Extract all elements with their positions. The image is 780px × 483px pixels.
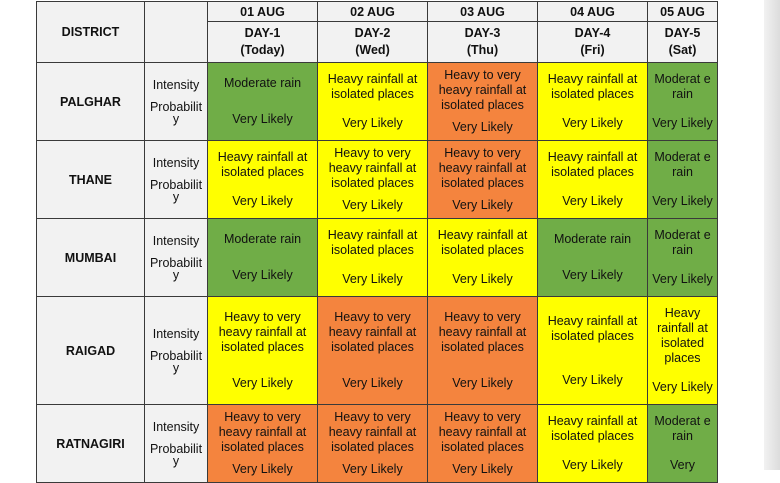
rain-probability: Very Likely xyxy=(652,116,713,130)
district-row xyxy=(37,63,718,141)
rain-intensity: Moderate rain xyxy=(223,75,302,90)
date-header: 05 AUG xyxy=(648,2,718,22)
district-row xyxy=(37,219,718,297)
rain-probability: Very Likely xyxy=(342,461,403,476)
probability-label: Probabilit y xyxy=(149,348,203,375)
rain-probability: Very Likely xyxy=(452,461,513,476)
day-header xyxy=(538,22,648,63)
parameter-column-header xyxy=(145,2,208,63)
forecast-body xyxy=(37,63,718,483)
rain-intensity: Heavy rainfall at isolated places xyxy=(547,313,638,343)
rain-probability: Very Likely xyxy=(232,461,293,476)
rain-probability: Very Likely xyxy=(452,272,513,286)
rain-probability: Very xyxy=(669,458,695,472)
forecast-cell xyxy=(648,297,718,405)
forecast-cell xyxy=(538,297,648,405)
probability-label: Probabilit y xyxy=(149,441,203,468)
date-header: 04 AUG xyxy=(538,2,648,22)
rain-probability: Very Likely xyxy=(342,272,403,286)
day-weekday: (Thu) xyxy=(466,43,499,57)
rain-probability: Very Likely xyxy=(232,268,293,283)
rain-probability: Very Likely xyxy=(652,380,713,394)
rain-probability: Very Likely xyxy=(652,272,713,286)
forecast-cell xyxy=(538,141,648,219)
rain-probability: Very Likely xyxy=(342,376,403,391)
rain-probability: Very Likely xyxy=(452,119,513,134)
rain-intensity: Heavy to very heavy rainfall at isolated places xyxy=(328,146,417,191)
rain-intensity: Heavy rainfall at isolated places xyxy=(327,228,418,257)
forecast-cell xyxy=(648,141,718,219)
probability-label: Probabilit y xyxy=(149,99,203,126)
forecast-cell xyxy=(648,63,718,141)
rain-intensity: Heavy to very heavy rainfall at isolated places xyxy=(218,309,307,354)
forecast-cell xyxy=(428,405,538,483)
rain-probability: Very Likely xyxy=(652,194,713,208)
forecast-cell xyxy=(428,141,538,219)
intensity-label: Intensity xyxy=(152,233,200,248)
day-number: DAY-2 xyxy=(354,26,391,40)
day-header xyxy=(648,22,718,63)
district-row xyxy=(37,141,718,219)
rain-intensity: Heavy to very heavy rainfall at isolated places xyxy=(438,68,527,113)
day-number: DAY-5 xyxy=(664,26,701,40)
rain-intensity: Heavy rainfall at isolated places xyxy=(547,150,638,179)
rain-intensity: Heavy rainfall at isolated places xyxy=(327,72,418,101)
day-weekday: (Fri) xyxy=(580,43,605,57)
rain-probability: Very Likely xyxy=(562,372,623,387)
rain-probability: Very Likely xyxy=(562,116,623,130)
rain-intensity: Heavy rainfall at isolated places xyxy=(547,414,638,443)
rain-intensity: Heavy to very heavy rainfall at isolated places xyxy=(438,410,527,455)
rain-probability: Very Likely xyxy=(232,194,293,208)
rain-probability: Very Likely xyxy=(562,194,623,208)
parameter-labels xyxy=(145,405,208,483)
intensity-label: Intensity xyxy=(152,326,200,341)
forecast-cell xyxy=(208,141,318,219)
district-row xyxy=(37,297,718,405)
rain-probability: Very Likely xyxy=(232,112,293,127)
forecast-cell xyxy=(208,405,318,483)
rain-probability: Very Likely xyxy=(562,458,623,472)
district-column-header: DISTRICT xyxy=(37,2,145,63)
rain-intensity: Heavy to very heavy rainfall at isolated places xyxy=(218,410,307,455)
forecast-cell xyxy=(538,219,648,297)
rain-intensity: Heavy rainfall at isolated places xyxy=(547,72,638,101)
rain-intensity: Moderate rain xyxy=(553,231,632,246)
district-name: RAIGAD xyxy=(37,297,145,405)
date-header-row xyxy=(37,2,718,22)
rain-intensity: Heavy to very heavy rainfall at isolated places xyxy=(328,410,417,455)
district-name: RATNAGIRI xyxy=(37,405,145,483)
day-header xyxy=(208,22,318,63)
rain-probability: Very Likely xyxy=(452,376,513,391)
rain-probability: Very Likely xyxy=(342,116,403,130)
rain-intensity: Heavy rainfall at isolated places xyxy=(437,228,528,257)
day-header xyxy=(318,22,428,63)
forecast-cell xyxy=(428,219,538,297)
day-weekday: (Sat) xyxy=(668,43,697,57)
date-header: 01 AUG xyxy=(208,2,318,22)
parameter-labels xyxy=(145,63,208,141)
day-number: DAY-3 xyxy=(464,26,501,40)
district-name: PALGHAR xyxy=(37,63,145,141)
rain-probability: Very Likely xyxy=(452,197,513,212)
day-weekday: (Today) xyxy=(240,43,285,57)
district-row xyxy=(37,405,718,483)
forecast-cell xyxy=(208,63,318,141)
forecast-cell xyxy=(318,141,428,219)
rain-intensity: Moderat e rain xyxy=(654,414,711,443)
day-number: DAY-4 xyxy=(574,26,611,40)
rain-intensity: Heavy to very heavy rainfall at isolated places xyxy=(438,309,527,354)
forecast-cell xyxy=(538,63,648,141)
rain-probability: Very Likely xyxy=(232,376,293,391)
forecast-cell xyxy=(648,219,718,297)
rain-probability: Very Likely xyxy=(342,197,403,212)
day-weekday: (Wed) xyxy=(355,43,390,57)
day-header xyxy=(428,22,538,63)
forecast-cell xyxy=(208,219,318,297)
forecast-cell xyxy=(318,405,428,483)
forecast-cell xyxy=(648,405,718,483)
day-number: DAY-1 xyxy=(244,26,281,40)
rain-intensity: Heavy to very heavy rainfall at isolated places xyxy=(438,146,527,191)
forecast-table xyxy=(36,1,718,483)
probability-label: Probabilit y xyxy=(149,255,203,282)
district-name: MUMBAI xyxy=(37,219,145,297)
forecast-cell xyxy=(538,405,648,483)
date-header: 02 AUG xyxy=(318,2,428,22)
district-name: THANE xyxy=(37,141,145,219)
forecast-cell xyxy=(318,63,428,141)
rain-intensity: Moderate rain xyxy=(223,231,302,246)
rain-intensity: Moderat e rain xyxy=(654,228,711,257)
page-edge-shadow xyxy=(764,0,780,470)
rain-intensity: Heavy to very heavy rainfall at isolated places xyxy=(328,309,417,354)
parameter-labels xyxy=(145,141,208,219)
probability-label: Probabilit y xyxy=(149,177,203,204)
date-header: 03 AUG xyxy=(428,2,538,22)
rain-intensity: Heavy rainfall at isolated places xyxy=(657,306,708,365)
intensity-label: Intensity xyxy=(152,155,200,170)
intensity-label: Intensity xyxy=(152,419,200,434)
rain-probability: Very Likely xyxy=(562,268,623,283)
forecast-cell xyxy=(318,219,428,297)
rain-intensity: Moderat e rain xyxy=(654,150,711,179)
forecast-cell xyxy=(428,297,538,405)
rain-intensity: Moderat e rain xyxy=(654,72,711,101)
intensity-label: Intensity xyxy=(152,77,200,92)
rain-intensity: Heavy rainfall at isolated places xyxy=(217,150,308,179)
forecast-cell xyxy=(208,297,318,405)
parameter-labels xyxy=(145,297,208,405)
forecast-cell xyxy=(428,63,538,141)
forecast-cell xyxy=(318,297,428,405)
parameter-labels xyxy=(145,219,208,297)
